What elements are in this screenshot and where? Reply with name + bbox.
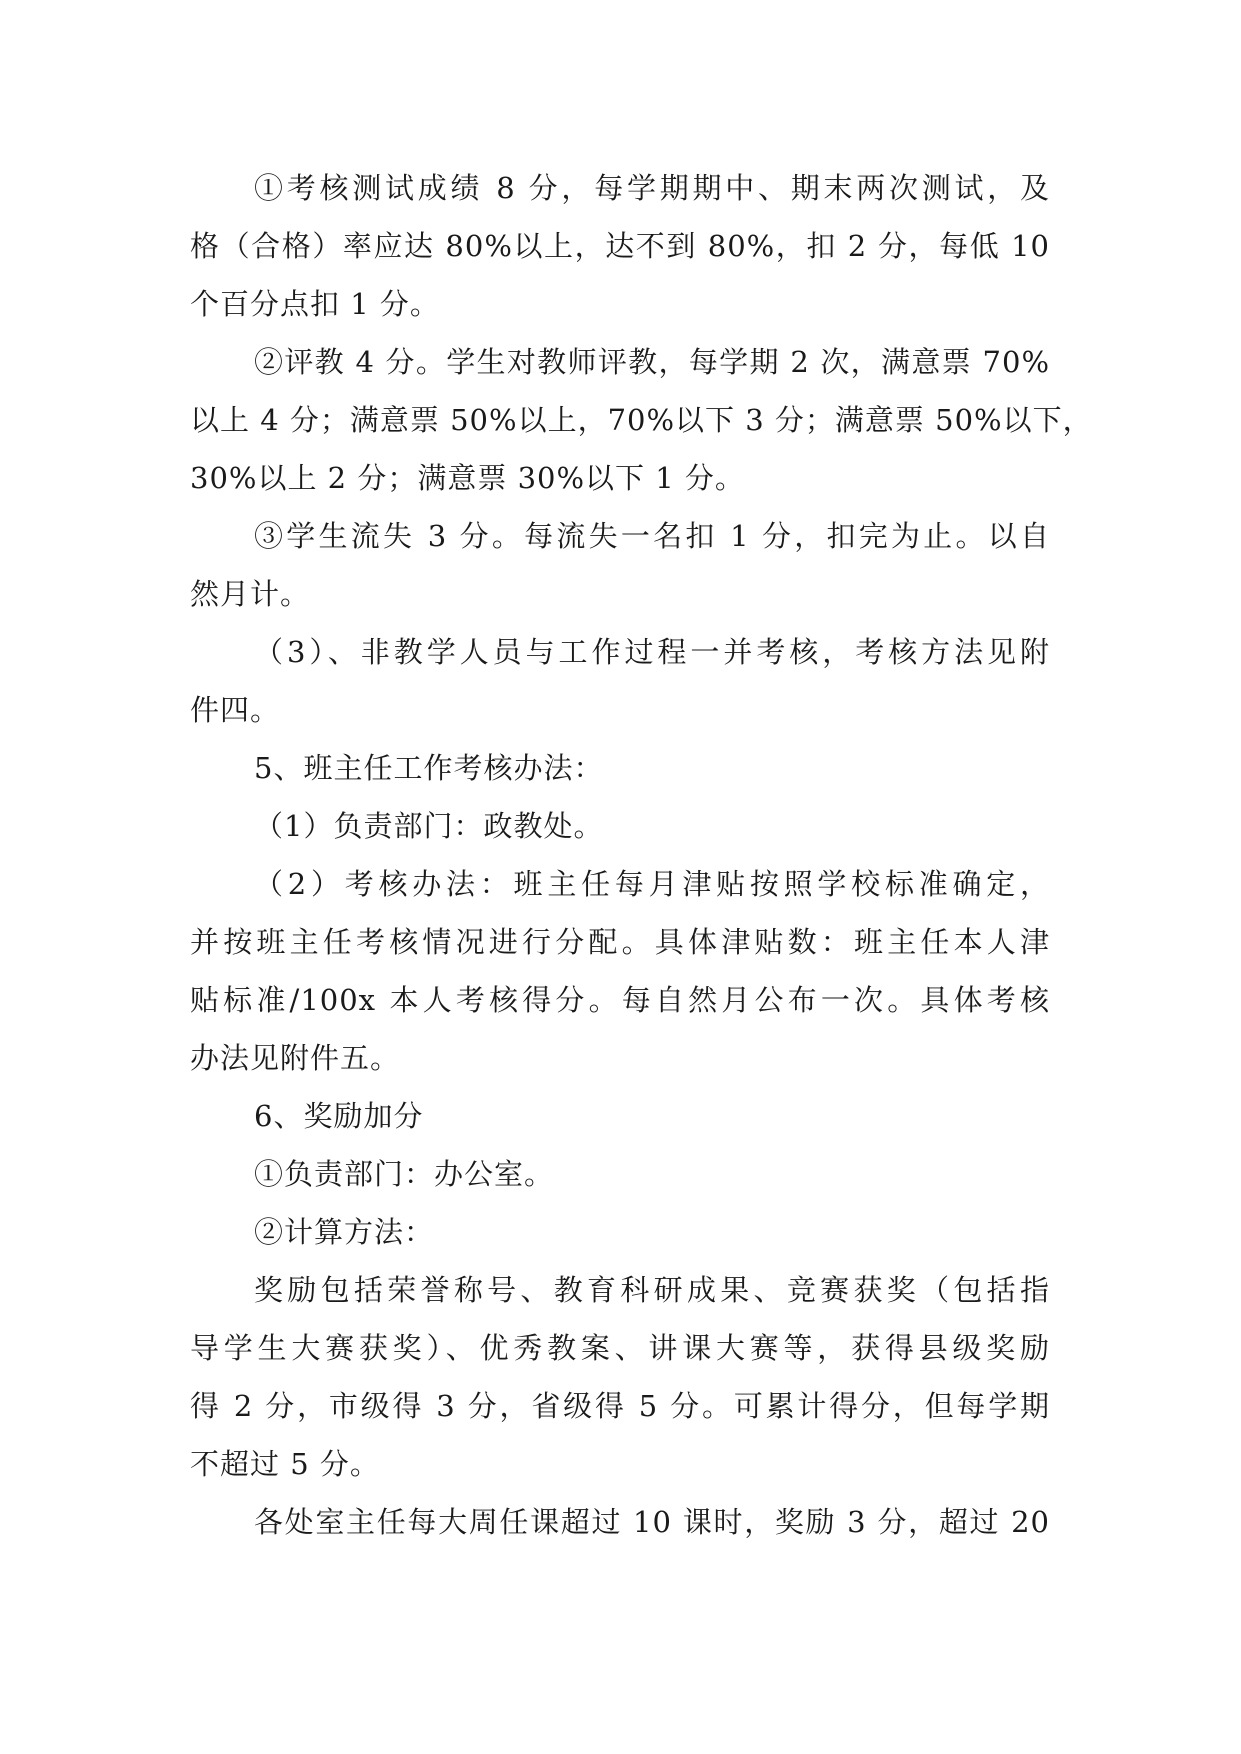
section-heading: 5、班主任工作考核办法：	[254, 751, 604, 785]
text-line: 以上 4 分；满意票 50%以上，70%以下 3 分；满意票 50%以下，	[190, 403, 1093, 437]
text-line: 个百分点扣 1 分。	[190, 287, 440, 321]
text-line: 导学生大赛获奖）、优秀教案、讲课大赛等，获得县级奖励	[190, 1331, 1050, 1365]
text-line: （1）负责部门：政教处。	[254, 809, 604, 843]
text-line: 各处室主任每大周任课超过 10 课时，奖励 3 分，超过 20	[254, 1505, 1050, 1539]
text-line: ①负责部门：办公室。	[254, 1157, 555, 1191]
text-line: 并按班主任考核情况进行分配。具体津贴数：班主任本人津	[190, 925, 1050, 959]
text-line: ③学生流失 3 分。每流失一名扣 1 分，扣完为止。以自	[254, 519, 1050, 553]
text-line: 不超过 5 分。	[190, 1447, 380, 1481]
text-line: 办法见附件五。	[190, 1041, 401, 1075]
text-line: 件四。	[190, 693, 281, 727]
text-line: 奖励包括荣誉称号、教育科研成果、竞赛获奖（包括指	[254, 1273, 1050, 1307]
text-line: 然月计。	[190, 577, 311, 611]
text-line: ①考核测试成绩 8 分，每学期期中、期末两次测试，及	[254, 171, 1050, 205]
text-line: 贴标准/100x 本人考核得分。每自然月公布一次。具体考核	[190, 983, 1050, 1017]
text-line: 30%以上 2 分；满意票 30%以下 1 分。	[190, 461, 745, 495]
text-line: 格（合格）率应达 80%以上，达不到 80%，扣 2 分，每低 10	[190, 229, 1050, 263]
text-line: ②评教 4 分。学生对教师评教，每学期 2 次，满意票 70%	[254, 345, 1050, 379]
text-line: （3）、非教学人员与工作过程一并考核，考核方法见附	[254, 635, 1050, 669]
text-line: 得 2 分，市级得 3 分，省级得 5 分。可累计得分，但每学期	[190, 1389, 1050, 1423]
text-line: ②计算方法：	[254, 1215, 435, 1249]
section-heading: 6、奖励加分	[254, 1099, 424, 1133]
text-line: （2）考核办法：班主任每月津贴按照学校标准确定，	[254, 867, 1050, 901]
